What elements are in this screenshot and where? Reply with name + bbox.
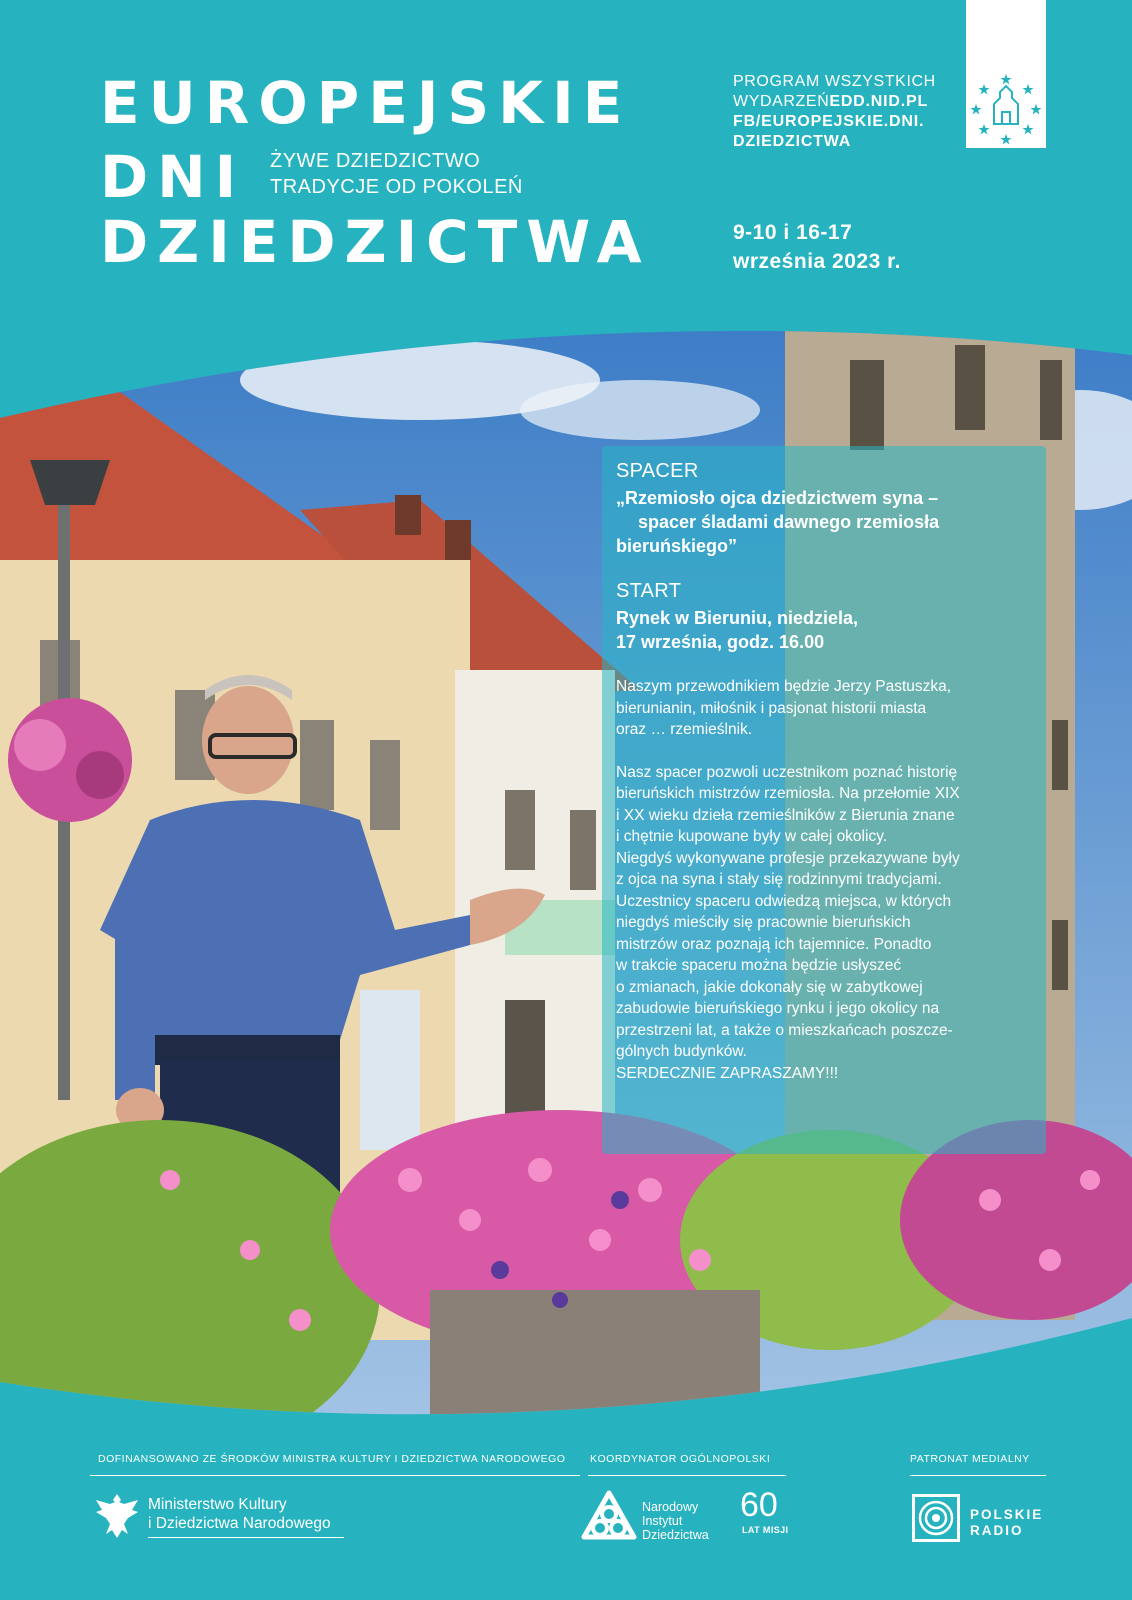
guide-line-2: bierunianin, miłośnik i pasjonat historii miasta — [616, 699, 927, 717]
coordinator-divider — [588, 1475, 786, 1476]
event-type-label: SPACER — [616, 460, 699, 482]
guide-line-1: Naszym przewodnikiem będzie Jerzy Pastuszka, — [616, 678, 952, 695]
description-line: zabudowie bieruńskiego rynku i jego okolicy na — [616, 1000, 940, 1017]
guide-text — [616, 676, 1036, 741]
start-place-line-1: Rynek w Bieruniu, niedziela, — [616, 608, 859, 628]
nid-line-1: Narodowy — [642, 1500, 699, 1514]
description-line: i XX wieku dzieła rzemieślników z Bierunia znane — [616, 806, 955, 824]
dates-line-1: 9-10 i 16-17 — [733, 221, 853, 244]
ministry-name — [148, 1495, 331, 1533]
dates-line-2: września 2023 r. — [733, 250, 901, 273]
event-info-content — [616, 460, 1036, 1084]
description-line: o zmianach, jakie dokonały się w zabytkowej — [616, 978, 923, 996]
ministry-underline — [148, 1537, 344, 1538]
description-line: mistrzów oraz poznają ich tajemnice. Ponadto — [616, 935, 932, 953]
tagline-line-1: ŻYWE DZIEDZICTWO — [270, 150, 481, 172]
description-line: w trakcie spaceru można będzie usłyszeć — [616, 957, 902, 974]
event-title-line-3: bieruńskiego” — [616, 536, 738, 556]
ministry-line-2: i Dziedzictwa Narodowego — [148, 1515, 331, 1532]
ministry-line-1: Ministerstwo Kultury — [148, 1496, 287, 1513]
description-line: niegdyś mieściły się pracownie bieruńskich — [616, 914, 911, 931]
description-line: z ojca na syna i stały się rodzinnymi tradycjami. — [616, 871, 942, 888]
event-title-line-1: „Rzemiosło ojca dziedzictwem syna – — [616, 488, 939, 508]
patron-divider — [910, 1475, 1046, 1476]
program-fb-2[interactable]: DZIEDZICTWA — [733, 133, 852, 150]
start-place-line-2: 17 września, godz. 16.00 — [616, 632, 825, 652]
program-label-1: PROGRAM WSZYSTKICH — [733, 73, 936, 90]
event-description — [616, 762, 1036, 1085]
description-line: i chętnie kupowane były w całej okolicy. — [616, 828, 888, 845]
guide-line-3: oraz … rzemieślnik. — [616, 721, 753, 738]
description-line: gólnych budynków. — [616, 1043, 747, 1060]
closing-invitation: SERDECZNIE ZAPRASZAMY!!! — [616, 1064, 839, 1082]
tagline-line-2: TRADYCJE OD POKOLEŃ — [270, 176, 523, 198]
nid-years: 60 — [740, 1486, 778, 1524]
description-line: bieruńskich mistrzów rzemiosła. Na przełomie XIX — [616, 785, 960, 802]
title-dni: DNI — [100, 143, 246, 211]
title-europejskie: EUROPEJSKIE — [100, 69, 632, 137]
nid-trefoil-logo — [580, 1490, 638, 1542]
event-title — [616, 486, 1036, 558]
nid-years-sub: LAT MISJI — [742, 1525, 789, 1535]
description-line: Uczestnicy spaceru odwiedzą miejsca, w których — [616, 892, 952, 910]
program-fb-1[interactable]: FB/EUROPEJSKIE.DNI. — [733, 113, 925, 130]
coordinator-label: KOORDYNATOR OGÓLNOPOLSKI — [590, 1453, 771, 1465]
title-dziedzictwa: DZIEDZICTWA — [100, 208, 651, 276]
funding-label: DOFINANSOWANO ZE ŚRODKÓW MINISTRA KULTURY I DZIEDZICTWA NARODOWEGO — [98, 1453, 566, 1465]
program-url[interactable]: EDD.NID.PL — [829, 93, 929, 110]
program-label-2: WYDARZEŃ — [733, 93, 830, 110]
description-line: Niegdyś wykonywane profesje przekazywane były — [616, 849, 960, 867]
polskie-radio-logo — [912, 1494, 960, 1542]
nid-line-2: Instytut — [642, 1514, 683, 1528]
start-place — [616, 606, 1036, 654]
nid-name — [642, 1500, 709, 1542]
event-title-line-2: spacer śladami dawnego rzemiosła — [638, 512, 940, 532]
radio-line-2: RADIO — [970, 1523, 1024, 1538]
description-line: Nasz spacer pozwoli uczestnikom poznać historię — [616, 763, 958, 781]
polskie-radio-name — [970, 1507, 1043, 1539]
start-label: START — [616, 580, 682, 602]
nid-line-3: Dziedzictwa — [642, 1528, 709, 1542]
description-line: przestrzeni lat, a także o mieszkańcach poszcze- — [616, 1021, 953, 1039]
funding-divider — [90, 1475, 580, 1476]
polish-eagle-icon — [94, 1490, 140, 1542]
radio-line-1: POLSKIE — [970, 1507, 1044, 1522]
patron-label: PATRONAT MEDIALNY — [910, 1453, 1030, 1465]
event-info-panel — [602, 446, 1046, 1154]
